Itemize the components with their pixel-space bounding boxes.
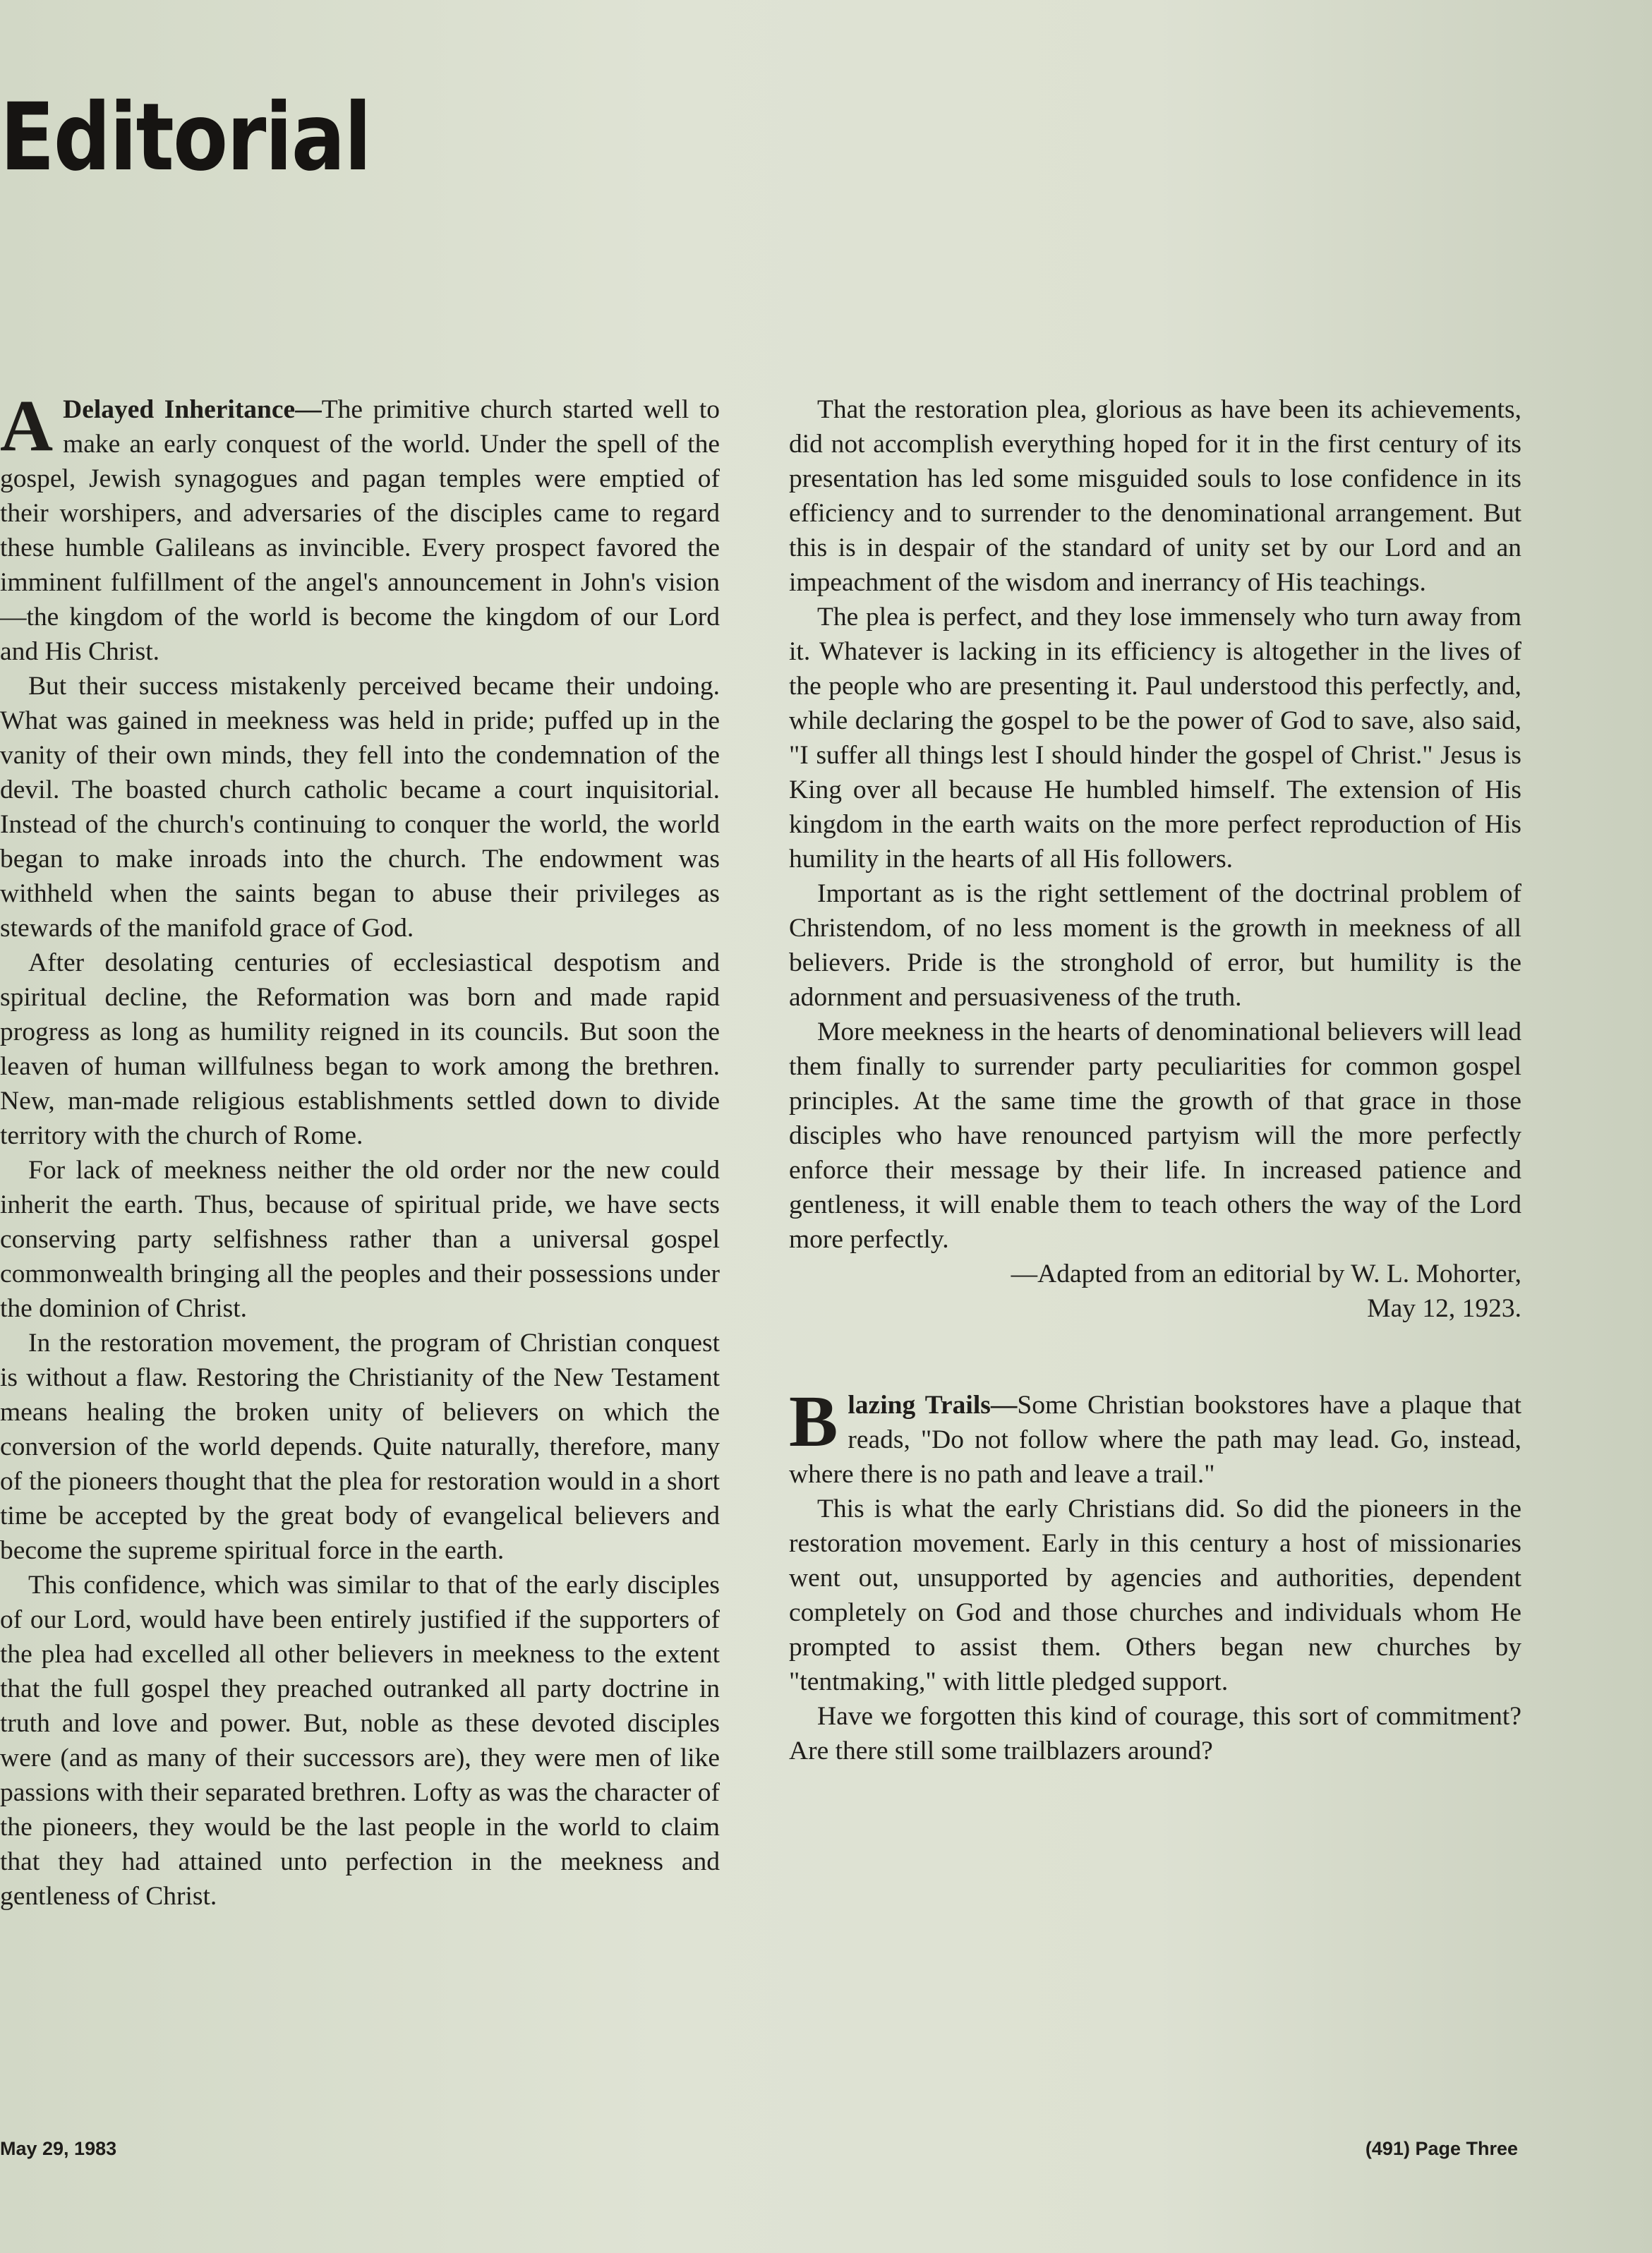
right-column — [789, 392, 1521, 1768]
article-paragraph: More meekness in the hearts of denominational believers will lead them finally to surrender party peculiarities for common gospel principles. At the same time the growth of that grace in those disciples who have renounced partyism will the more perfectly enforce their message by their life. In increased patience and gentleness, it will enable them to teach others the way of the Lord more perfectly. — [789, 1017, 1521, 1254]
article-kicker: Delayed Inheritance— — [63, 395, 322, 424]
drop-cap: B — [789, 1381, 838, 1462]
section-title: Editorial — [0, 83, 370, 192]
attribution-date: May 12, 1923. — [1367, 1294, 1521, 1323]
attribution-line: —Adapted from an editorial by W. L. Mohorter, — [1011, 1260, 1521, 1288]
paragraph-text: Some Christian bookstores have a plaque that reads, "Do not follow where the path may lead. Go, instead, where there is no path and leave a trail." — [789, 1391, 1521, 1489]
drop-cap: A — [0, 385, 54, 466]
article-paragraph: In the restoration movement, the program of Christian conquest is without a flaw. Restoring the Christianity of the New Testament means healing the broken unity of believers on which the conversion of the world depends. Quite naturally, therefore, many of the pioneers thought that the plea for restoration would in a short time be accepted by the great body of evangelical believers and become the supreme spiritual force in the earth. — [0, 1329, 720, 1565]
article-paragraph: For lack of meekness neither the old order nor the new could inherit the earth. Thus, because of spiritual pride, we have sects conserving party selfishness rather than a universal gospel commonwealth bringing all the peoples and their possessions under the dominion of Christ. — [0, 1156, 720, 1323]
article-paragraph — [0, 385, 720, 669]
page-number: (491) Page Three — [1365, 2138, 1518, 2159]
article-paragraph: The plea is perfect, and they lose immensely who turn away from it. Whatever is lacking in its efficiency is altogether in the lives of the people who are presenting it. Paul understood this perfectly, and, while declaring the gospel to be the power of God to save, also said, "I suffer all things lest I should hinder the gospel of Christ." Jesus is King over all because He humbled himself. The extension of His kingdom in the earth waits on the more perfect reproduction of His humility in the hearts of all His followers. — [789, 603, 1521, 874]
article-paragraph: That the restoration plea, glorious as have been its achievements, did not accomplish everything hoped for it in the first century of its presentation has led some misguided souls to lose confidence in its efficiency and to surrender to the denominational arrangement. But this is in despair of the standard of unity set by our Lord and an impeachment of the wisdom and inerrancy of His teachings. — [789, 395, 1521, 597]
article-paragraph: Have we forgotten this kind of courage, this sort of commitment? Are there still some trailblazers around? — [789, 1702, 1521, 1765]
article-paragraph: This is what the early Christians did. So did the pioneers in the restoration movement. Early in this century a host of missionaries went out, unsupported by agencies and authorities, dependent completely on God and those churches and individuals whom He prompted to assist them. Others began new churches by "tentmaking," with little pledged support. — [789, 1494, 1521, 1696]
section-divider — [789, 1326, 1521, 1388]
article-paragraph — [789, 1381, 1521, 1492]
article-kicker: lazing Trails— — [848, 1391, 1018, 1420]
article-paragraph: This confidence, which was similar to that of the early disciples of our Lord, would have been entirely justified if the supporters of the plea had excelled all other believers in meekness to the extent that the full gospel they preached outranked all party doctrine in truth and love and power. But, noble as these devoted disciples were (and as many of their successors are), they were men of like passions with their separated brethren. Lofty as was the character of the pioneers, they would be the last people in the world to claim that they had attained unto perfection in the meekness and gentleness of Christ. — [0, 1571, 720, 1911]
paragraph-text: The primitive church started well to make an early conquest of the world. Under the spell of the gospel, Jewish synagogues and pagan temples were emptied of their worshipers, and adversaries of the disciples came to regard these humble Galileans as invincible. Every prospect favored the imminent fulfillment of the angel's announcement in John's vision—the kingdom of the world is become the kingdom of our Lord and His Christ. — [0, 395, 720, 666]
article-paragraph: After desolating centuries of ecclesiastical despotism and spiritual decline, the Reformation was born and made rapid progress as long as humility reigned in its councils. But soon the leaven of human willfulness began to work among the brethren. New, man-made religious establishments settled down to divide territory with the church of Rome. — [0, 948, 720, 1150]
issue-date: May 29, 1983 — [0, 2138, 117, 2159]
article-paragraph: Important as is the right settlement of the doctrinal problem of Christendom, of no less moment is the growth in meekness of all believers. Pride is the stronghold of error, but humility is the adornment and persuasiveness of the truth. — [789, 879, 1521, 1012]
article-paragraph: But their success mistakenly perceived became their undoing. What was gained in meekness was held in pride; puffed up in the vanity of their own minds, they fell into the condemnation of the devil. The boasted church catholic became a court inquisitorial. Instead of the church's continuing to conquer the world, the world began to make inroads into the church. The endowment was withheld when the saints began to abuse their privileges as stewards of the manifold grace of God. — [0, 672, 720, 943]
left-column — [0, 385, 720, 1914]
